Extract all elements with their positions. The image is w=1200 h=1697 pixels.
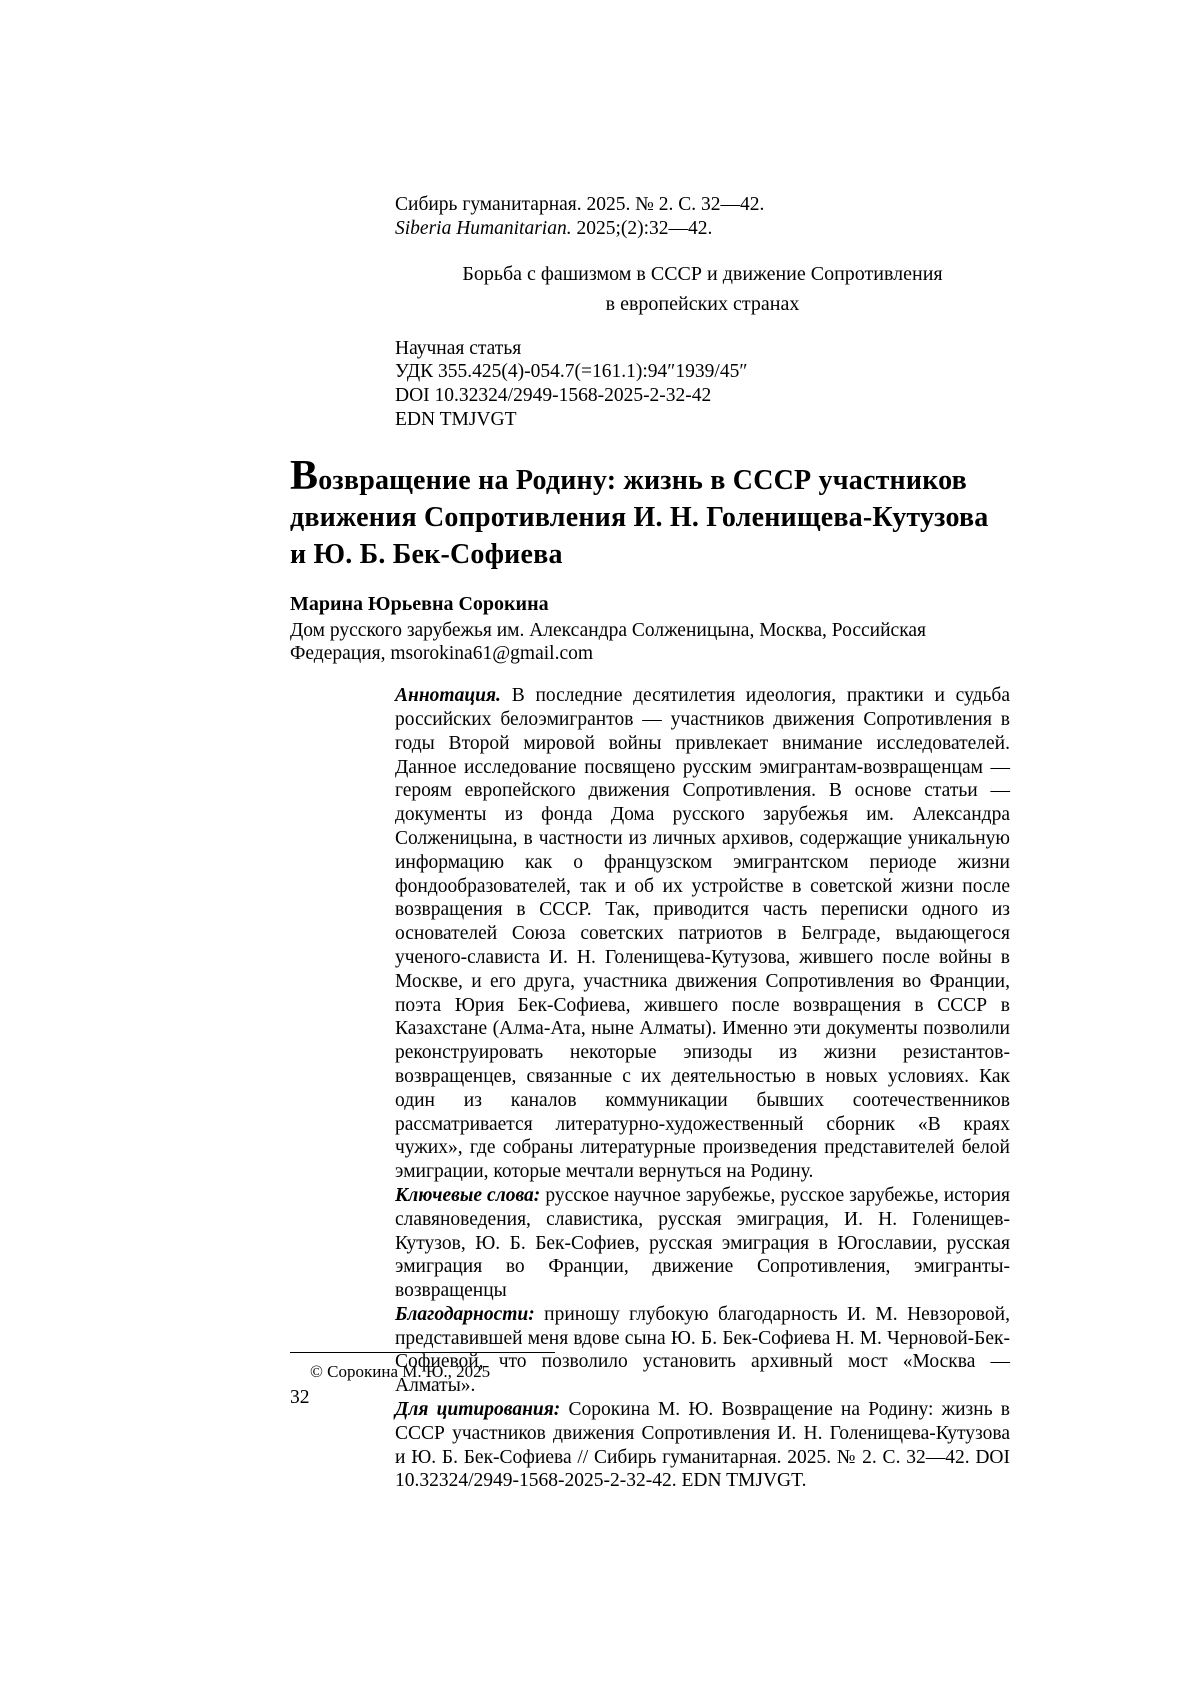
article-type: Научная статья [395, 337, 522, 359]
section-title [395, 259, 1010, 319]
article-title [290, 452, 1010, 573]
section-title-line1: Борьба с фашизмом в СССР и движение Сопротивления [462, 262, 943, 285]
edn-code: EDN TMJVGT [395, 408, 517, 430]
article-title-text: озвращение на Родину: жизнь в СССР участников движения Сопротивления И. Н. Голенищева-Кутузова и Ю. Б. Бек-Софиева [290, 464, 989, 570]
author-block [290, 593, 1010, 666]
acknowledgements-label: Благодарности: [395, 1303, 535, 1325]
copyright-notice: © Сорокина М. Ю., 2025 [310, 1362, 491, 1381]
for-citation-paragraph [395, 1398, 1010, 1493]
doi-code: DOI 10.32324/2949-1568-2025-2-32-42 [395, 385, 712, 407]
page-footer [290, 1352, 690, 1410]
for-citation-label: Для цитирования: [395, 1399, 561, 1421]
for-citation-text: Сорокина М. Ю. Возвращение на Родину: жизнь в СССР участников движения Сопротивления И. Н. Голенищева-Кутузова и Ю. Б. Бек-Софиева // Сибирь гуманитарная. 2025. № 2. С. 32—42. DOI 10.32324/2949-1568-2025-2-32-42. EDN TMJVGT. [395, 1399, 1010, 1492]
journal-citation-en [395, 217, 1010, 241]
acknowledgements-text: приношу глубокую благодарность И. М. Невзоровой, представившей меня вдове сына Ю. Б. Бек-Софиева Н. М. Черновой-Бек-Софиевой, что позволило установить архивный мост «Москва — Алматы». [395, 1303, 1010, 1397]
article-title-dropcap: В [290, 452, 319, 499]
abstract-text: В последние десятилетия идеология, практики и судьба российских белоэмигрантов — участников движения Сопротивления в годы Второй мировой войны привлекает внимание исследователей. Данное исследование посвящено русским эмигрантам-возвращенцам — героям европейского движения Сопротивления. В основе статьи — документы из фонда Дома русского зарубежья им. Александра Солженицына, в частности из личных архивов, содержащие уникальную информацию как о французском эмигрантском периоде жизни фондообразователей, так и об их устройстве в советской жизни после возвращения в СССР. Так, приводится часть переписки одного из основателей Союза советских патриотов в Белграде, выдающегося ученого-слависта И. Н. Голенищева-Кутузова, жившего после войны в Москве, и его друга, участника движения Сопротивления во Франции, поэта Юрия Бек-Софиева, жившего после возвращения в СССР в Казахстане (Алма-Ата, ныне Алматы). Именно эти документы позволили реконструировать некоторые эпизоды из жизни резистантов-возвращенцев, связанные с их деятельностью в новых условиях. Как один из каналов коммуникации бывших соотечественников рассматривается литературно-художественный сборник «В краях чужих», где собраны литературные произведения представителей белой эмиграции, которые мечтали вернуться на Родину. [395, 685, 1010, 1183]
keywords-paragraph [395, 1184, 1010, 1303]
abstract-label: Аннотация. [395, 685, 501, 707]
journal-citation-block [395, 193, 1010, 241]
author-name: Марина Юрьевна Сорокина [290, 592, 549, 615]
author-affiliation: Дом русского зарубежья им. Александра Солженицына, Москва, Российская Федерация, msorokina61@gmail.com [290, 619, 927, 665]
page-number: 32 [290, 1387, 310, 1408]
footnote-rule [290, 1352, 555, 1353]
keywords-label: Ключевые слова: [395, 1184, 541, 1206]
journal-citation-en-rest: 2025;(2):32—42. [571, 217, 713, 239]
journal-citation-ru: Сибирь гуманитарная. 2025. № 2. С. 32—42. [395, 194, 765, 215]
journal-citation-en-title: Siberia Humanitarian. [395, 217, 572, 239]
abstract-paragraph [395, 684, 1010, 1184]
article-meta-block [395, 337, 1010, 432]
udc-code: УДК 355.425(4)-054.7(=161.1):94″1939/45″ [395, 361, 748, 383]
section-title-line2: в европейских странах [605, 292, 800, 315]
page-content [290, 193, 1010, 1493]
keywords-text: русское научное зарубежье, русское зарубежье, история славяноведения, славистика, русская эмиграция, И. Н. Голенищев-Кутузов, Ю. Б. Бек-Софиев, русская эмиграция в Югославии, русская эмиграция во Франции, движение Сопротивления, эмигранты-возвращенцы [395, 1184, 1010, 1302]
